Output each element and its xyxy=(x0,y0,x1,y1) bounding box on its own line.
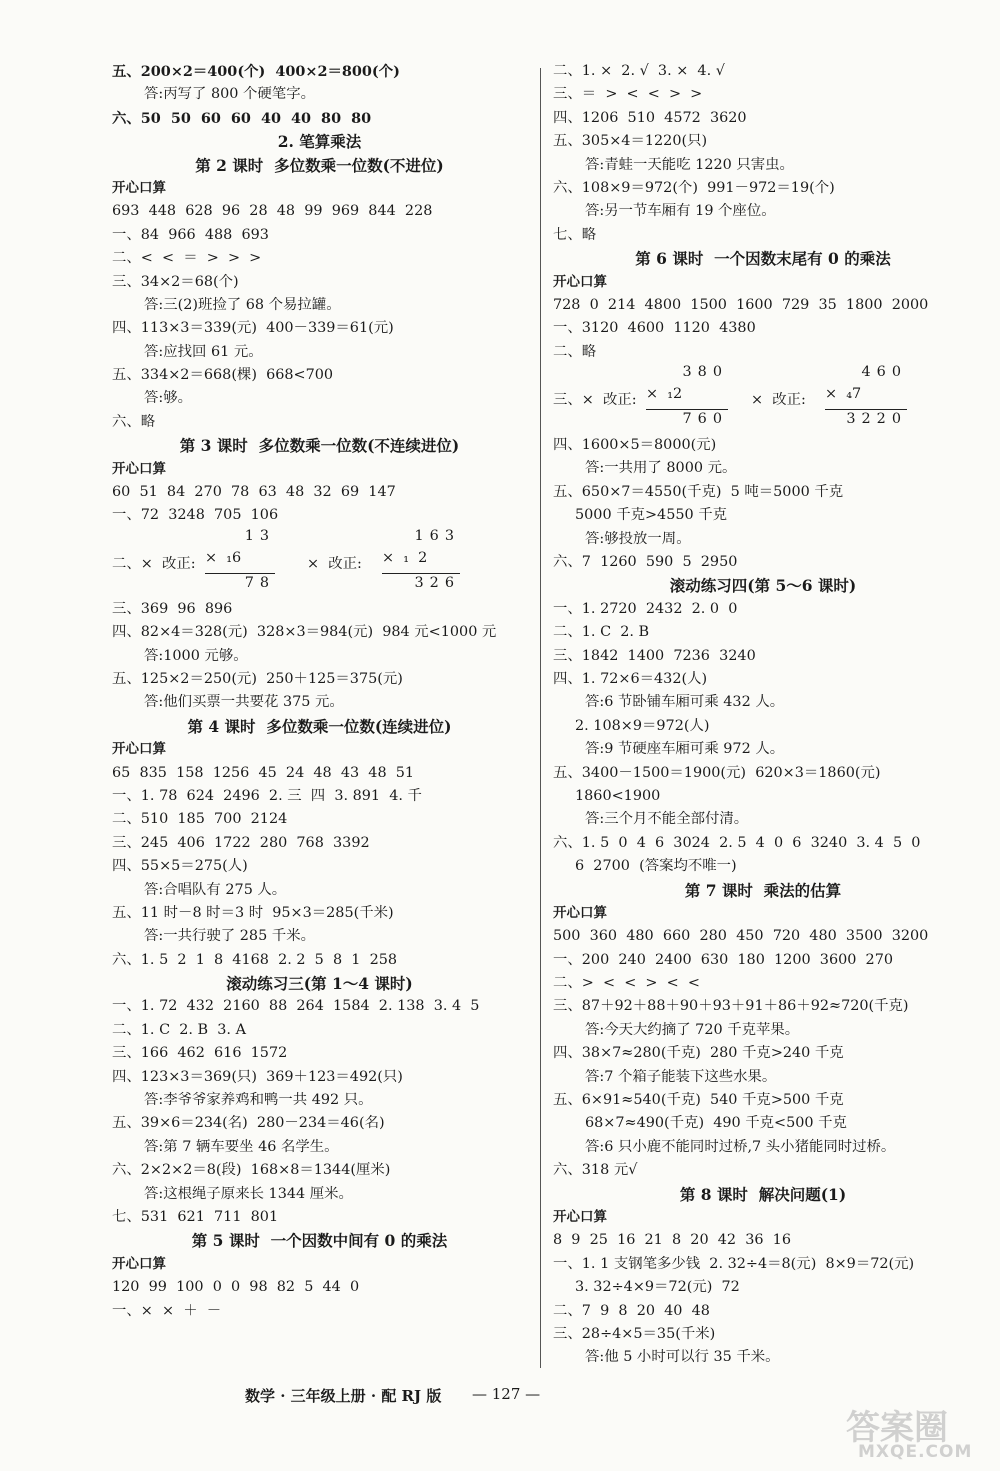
answer-line: 五、6×91≈540(千克) 540 千克>500 千克 xyxy=(553,1092,844,1109)
right-column xyxy=(553,60,973,1370)
answer-line: 一、3120 4600 1120 4380 xyxy=(553,320,756,337)
lesson-heading: 第 6 课时 一个因数末尾有 0 的乘法 xyxy=(635,249,891,269)
lesson-heading: 第 5 课时 一个因数中间有 0 的乘法 xyxy=(191,1231,448,1251)
watermark-text: 答案圈 xyxy=(846,1408,948,1448)
answer-line: 六、略 xyxy=(112,413,156,430)
multiplicand: 163 xyxy=(414,527,460,544)
book-label: 数学 · 三年级上册 · 配 RJ 版 xyxy=(245,1387,442,1405)
answer-line: 答:三个月不能全部付清。 xyxy=(585,811,749,828)
vertical-multiplication xyxy=(646,364,728,434)
answer-line: 四、123×3＝369(只) 369＋123＝492(只) xyxy=(112,1068,403,1085)
answer-line: 六、318 元√ xyxy=(553,1162,638,1179)
page-number: — 127 — xyxy=(472,1385,541,1403)
answer-line: 七、531 621 711 801 xyxy=(112,1208,279,1225)
answer-line: 六、1. 5 0 4 6 3024 2. 5 4 0 6 3240 3. 4 5 0 xyxy=(553,834,921,851)
calc-rule xyxy=(825,409,907,410)
answer-line: 68×7≈490(千克) 490 千克<500 千克 xyxy=(585,1115,847,1132)
answer-line: 一、72 3248 705 106 xyxy=(112,507,279,524)
answer-line: 四、38×7≈280(千克) 280 千克>240 千克 xyxy=(553,1045,844,1062)
vertical-calculation-row xyxy=(112,528,527,598)
answer-line: 一、× × ＋ － xyxy=(112,1302,222,1319)
answer-line: 答:一共用了 8000 元。 xyxy=(585,460,737,477)
answer-line: 答:今天大约摘了 720 千克苹果。 xyxy=(585,1021,800,1038)
answer-line: 五、11 时－8 时＝3 时 95×3＝285(千米) xyxy=(112,904,394,921)
watermark-logo xyxy=(836,1400,986,1465)
vertical-calculation-row xyxy=(553,364,973,434)
answer-line: 三、34×2＝68(个) xyxy=(112,273,239,290)
answer-line: 6 2700 (答案均不唯一) xyxy=(575,858,737,875)
answer-line: 答:他 5 小时可以行 35 千米。 xyxy=(585,1349,780,1366)
answer-line: 2. 108×9＝972(人) xyxy=(575,717,710,734)
answer-line: 答:应找回 61 元。 xyxy=(144,343,263,360)
vertical-multiplication xyxy=(825,364,907,434)
answer-line: 六、1. 5 2 1 8 4168 2. 2 5 8 1 258 xyxy=(112,951,398,968)
answer-line: 四、1. 72×6＝432(人) xyxy=(553,670,708,687)
answer-line: 二、1. C 2. B 3. A xyxy=(112,1021,246,1038)
left-column xyxy=(112,60,527,1323)
multiplier: × ₁ 2 xyxy=(382,549,428,566)
product: 760 xyxy=(682,411,728,428)
answer-line: 三、＝ > < < > > xyxy=(553,86,703,103)
lesson-heading: 第 3 课时 多位数乘一位数(不连续进位) xyxy=(179,436,460,456)
answer-line: 一、1. 72 432 2160 88 264 1584 2. 138 3. 4 5 xyxy=(112,998,480,1015)
answer-line: 答:第 7 辆车要坐 46 名学生。 xyxy=(144,1138,339,1155)
multiplier: × ₁6 xyxy=(205,549,242,566)
mental-math-label: 开心口算 xyxy=(112,460,166,477)
answer-line: 答:他们买票一共要花 375 元。 xyxy=(144,694,344,711)
answer-line: 答:这根绳子原来长 1344 厘米。 xyxy=(144,1185,353,1202)
answer-line: 三、28÷4×5＝35(千米) xyxy=(553,1325,716,1342)
answer-line: 四、1206 510 4572 3620 xyxy=(553,109,747,126)
answer-line: 四、113×3＝339(元) 400－339＝61(元) xyxy=(112,320,394,337)
answer-line: 728 0 214 4800 1500 1600 729 35 1800 2000 xyxy=(553,296,929,313)
vertical-multiplication xyxy=(382,528,460,598)
answer-line: 答:一共行驶了 285 千米。 xyxy=(144,928,315,945)
answer-line: 二、510 185 700 2124 xyxy=(112,811,288,828)
multiplier: × ₁2 xyxy=(646,386,683,403)
answer-line: 答:李爷爷家养鸡和鸭一共 492 只。 xyxy=(144,1092,373,1109)
section-heading: 2. 笔算乘法 xyxy=(277,132,362,152)
answer-line: 答:青蛙一天能吃 1220 只害虫。 xyxy=(585,156,794,173)
answer-line: 8 9 25 16 21 8 20 42 36 16 xyxy=(553,1232,791,1249)
product: 78 xyxy=(244,574,275,591)
column-divider xyxy=(540,68,541,1368)
answer-line: 三、369 96 896 xyxy=(112,600,233,617)
answer-line: 60 51 84 270 78 63 48 32 69 147 xyxy=(112,484,396,501)
answer-line: 500 360 480 660 280 450 720 480 3500 3200 xyxy=(553,928,929,945)
answer-line: 五、200×2＝400(个) 400×2＝800(个) xyxy=(112,63,400,80)
answer-line: 答:7 个箱子能装下这些水果。 xyxy=(585,1068,777,1085)
mental-math-label: 开心口算 xyxy=(553,273,607,290)
answer-line: 答:够投放一周。 xyxy=(585,530,691,547)
mental-math-label: 开心口算 xyxy=(112,1255,166,1272)
product: 326 xyxy=(414,574,460,591)
lesson-heading: 第 2 课时 多位数乘一位数(不进位) xyxy=(195,155,444,175)
answer-line: 五、305×4＝1220(只) xyxy=(553,133,708,150)
answer-line: 二、> < < > < < xyxy=(553,975,700,992)
answer-line: 答:6 节卧铺车厢可乘 432 人。 xyxy=(585,694,785,711)
mental-math-label: 开心口算 xyxy=(553,1208,607,1225)
multiplicand: 380 xyxy=(682,364,728,381)
calc-rule xyxy=(205,573,275,574)
answer-line: 答:另一节车厢有 19 个座位。 xyxy=(585,203,776,220)
mental-math-label: 开心口算 xyxy=(112,179,166,196)
answer-line: 五、3400－1500＝1900(元) 620×3＝1860(元) xyxy=(553,764,881,781)
answer-line: 三、166 462 616 1572 xyxy=(112,1045,288,1062)
answer-line: 二、7 9 8 20 40 48 xyxy=(553,1302,710,1319)
answer-line: × 改正: xyxy=(751,392,806,409)
answer-line: 三、87＋92＋88＋90＋93＋91＋86＋92≈720(千克) xyxy=(553,998,909,1015)
lesson-heading: 第 7 课时 乘法的估算 xyxy=(684,880,842,900)
multiplier: × ₄7 xyxy=(825,386,862,403)
mental-math-label: 开心口算 xyxy=(112,741,166,758)
answer-line: 答:够。 xyxy=(144,390,193,407)
answer-line: 四、82×4＝328(元) 328×3＝984(元) 984 元<1000 元 xyxy=(112,624,497,641)
answer-line: 五、650×7＝4550(千克) 5 吨＝5000 千克 xyxy=(553,483,844,500)
mental-math-label: 开心口算 xyxy=(553,904,607,921)
lesson-heading: 第 8 课时 解决问题(1) xyxy=(679,1184,847,1204)
calc-rule xyxy=(382,573,460,574)
answer-line: 二、× 改正: xyxy=(112,555,196,572)
answer-line: 693 448 628 96 28 48 99 969 844 228 xyxy=(112,203,433,220)
answer-line: 一、200 240 2400 630 180 1200 3600 270 xyxy=(553,951,894,968)
answer-line: 四、55×5＝275(人) xyxy=(112,858,248,875)
answer-line: 65 835 158 1256 45 24 48 43 48 51 xyxy=(112,764,415,781)
answer-line: 二、1. C 2. B xyxy=(553,624,650,641)
answer-line: 3. 32÷4×9＝72(元) 72 xyxy=(575,1279,740,1296)
answer-line: 六、2×2×2＝8(段) 168×8＝1344(厘米) xyxy=(112,1162,391,1179)
answer-line: 答:6 只小鹿不能同时过桥,7 头小猪能同时过桥。 xyxy=(585,1138,896,1155)
answer-line: 5000 千克>4550 千克 xyxy=(575,507,728,524)
answer-line: 五、334×2＝668(棵) 668<700 xyxy=(112,367,334,384)
answer-line: 二、略 xyxy=(553,343,597,360)
answer-line: 一、1. 2720 2432 2. 0 0 xyxy=(553,600,738,617)
answer-line: 二、1. × 2. √ 3. × 4. √ xyxy=(553,63,725,79)
answer-line: 二、< < ＝ > > > xyxy=(112,250,262,267)
answer-line: 五、39×6＝234(名) 280－234＝46(名) xyxy=(112,1115,385,1132)
multiplicand: 13 xyxy=(244,527,275,544)
answer-line: 一、84 966 488 693 xyxy=(112,226,269,243)
review-heading: 滚动练习四(第 5～6 课时) xyxy=(669,576,857,596)
review-heading: 滚动练习三(第 1～4 课时) xyxy=(226,974,413,994)
answer-line: 答:9 节硬座车厢可乘 972 人。 xyxy=(585,741,785,758)
answer-line: 答:丙写了 800 个硬笔字。 xyxy=(144,86,315,103)
product: 3220 xyxy=(846,411,907,428)
answer-line: 三、× 改正: xyxy=(553,392,637,409)
calc-rule xyxy=(646,409,728,410)
answer-line: 一、1. 1 支钢笔多少钱 2. 32÷4＝8(元) 8×9＝72(元) xyxy=(553,1255,915,1272)
answer-line: 一、1. 78 624 2496 2. 三 四 3. 891 4. 千 xyxy=(112,787,422,804)
vertical-multiplication xyxy=(205,528,275,598)
answer-line: 六、7 1260 590 5 2950 xyxy=(553,554,738,571)
answer-line: 答:三(2)班捡了 68 个易拉罐。 xyxy=(144,296,341,313)
answer-line: 七、略 xyxy=(553,226,597,243)
answer-line: × 改正: xyxy=(307,555,362,572)
answer-line: 三、1842 1400 7236 3240 xyxy=(553,647,756,664)
multiplicand: 460 xyxy=(861,364,907,381)
answer-line: 六、50 50 60 60 40 40 80 80 xyxy=(112,109,372,127)
lesson-heading: 第 4 课时 多位数乘一位数(连续进位) xyxy=(187,716,452,736)
answer-line: 四、1600×5＝8000(元) xyxy=(553,437,717,454)
answer-line: 三、245 406 1722 280 768 3392 xyxy=(112,834,370,851)
answer-line: 120 99 100 0 0 98 82 5 44 0 xyxy=(112,1279,360,1296)
answer-line: 五、125×2＝250(元) 250＋125＝375(元) xyxy=(112,670,403,687)
answer-line: 答:合唱队有 275 人。 xyxy=(144,881,287,898)
answer-line: 六、108×9＝972(个) 991－972＝19(个) xyxy=(553,179,835,196)
answer-line: 1860<1900 xyxy=(575,787,661,804)
answer-line: 答:1000 元够。 xyxy=(144,647,248,664)
watermark-url: MXQE.COM xyxy=(858,1442,973,1462)
